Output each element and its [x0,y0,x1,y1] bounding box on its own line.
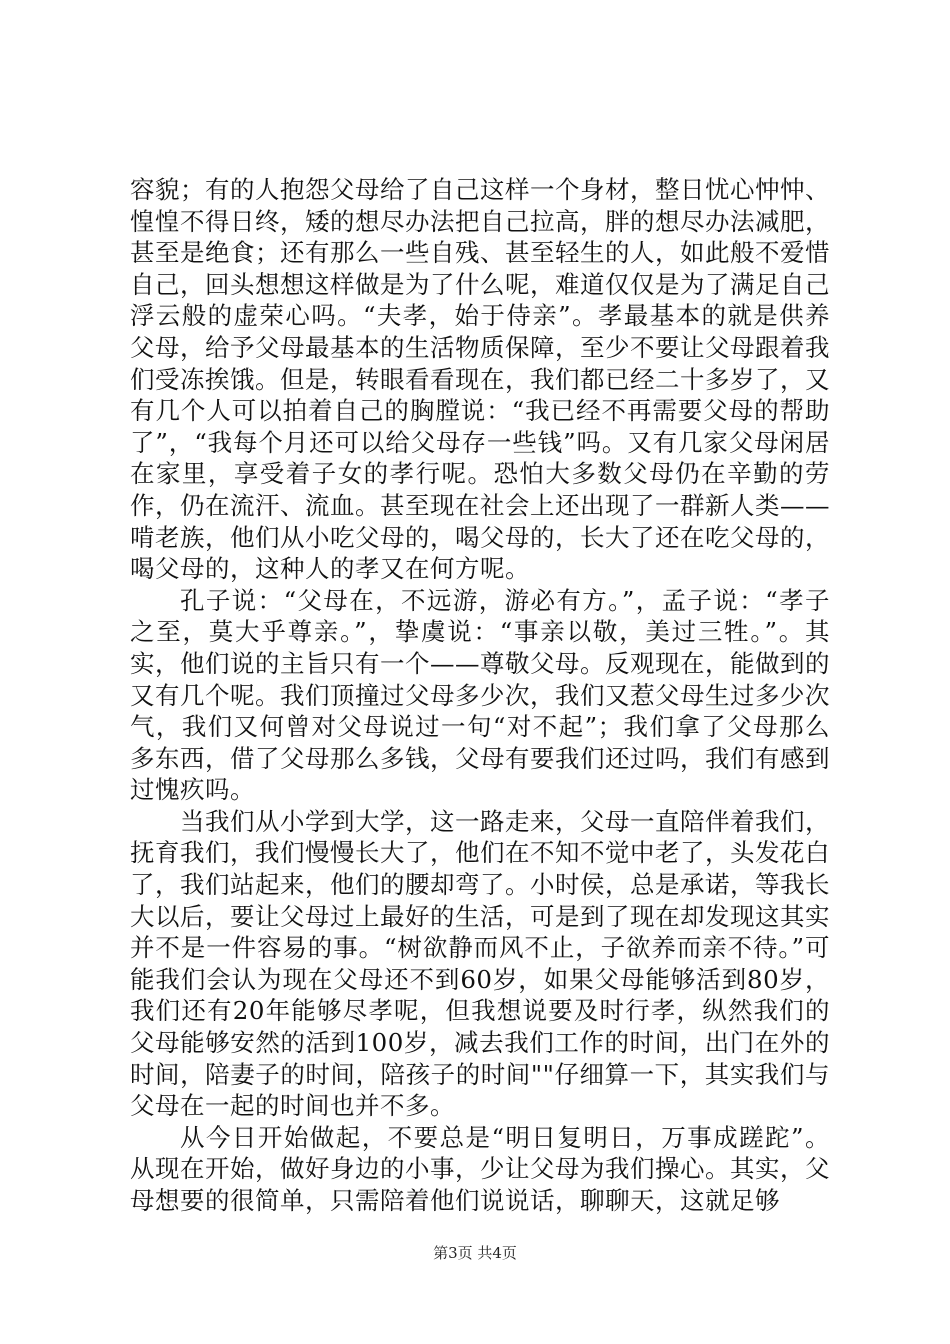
document-body [130,174,830,1217]
page-footer: 第3页 共4页 [433,1244,517,1262]
paragraph-1: 容貌；有的人抱怨父母给了自己这样一个身材，整日忧心忡忡、惶惶不得日终，矮的想尽办法把自己拉高，胖的想尽办法减肥，甚至是绝食；还有那么一些自残、甚至轻生的人，如此般不爱惜自己，回头想想这样做是为了什么呢，难道仅仅是为了满足自己浮云般的虚荣心吗。“夫孝，始于侍亲”。孝最基本的就是供养父母，给予父母最基本的生活物质保障，至少不要让父母跟着我们受冻挨饿。但是，转眼看看现在，我们都已经二十多岁了，又有几个人可以拍着自己的胸膛说：“我已经不再需要父母的帮助了”，“我每个月还可以给父母存一些钱”吗。又有几家父母闲居在家里，享受着子女的孝行呢。恐怕大多数父母仍在辛勤的劳作，仍在流汗、流血。甚至现在社会上还出现了一群新人类——啃老族，他们从小吃父母的，喝父母的，长大了还在吃父母的，喝父母的，这种人的孝又在何方呢。 [130,175,830,584]
paragraph-4: 从今日开始做起，不要总是“明日复明日，万事成蹉跎”。从现在开始，做好身边的小事，少让父母为我们操心。其实，父母想要的很简单，只需陪着他们说说话，聊聊天，这就足够 [130,1122,830,1215]
paragraph-3: 当我们从小学到大学，这一路走来，父母一直陪伴着我们，抚育我们，我们慢慢长大了，他们在不知不觉中老了，头发花白了，我们站起来，他们的腰却弯了。小时侯，总是承诺，等我长大以后，要让父母过上最好的生活，可是到了现在却发现这其实并不是一件容易的事。“树欲静而风不止，子欲养而亲不待。”可能我们会认为现在父母还不到60岁，如果父母能够活到80岁，我们还有20年能够尽孝呢，但我想说要及时行孝，纵然我们的父母能够安然的活到100岁，减去我们工作的时间，出门在外的时间，陪妻子的时间，陪孩子的时间""仔细算一下，其实我们与父母在一起的时间也并不多。 [130,806,830,1121]
paragraph-2: 孔子说：“父母在，不远游，游必有方。”，孟子说：“孝子之至，莫大乎尊亲。”，挚虞说：“事亲以敬，美过三牲。”。其实，他们说的主旨只有一个——尊敬父母。反观现在，能做到的又有几个呢。我们顶撞过父母多少次，我们又惹父母生过多少次气，我们又何曾对父母说过一句“对不起”；我们拿了父母那么多东西，借了父母那么多钱，父母有要我们还过吗，我们有感到过愧疚吗。 [130,585,830,805]
